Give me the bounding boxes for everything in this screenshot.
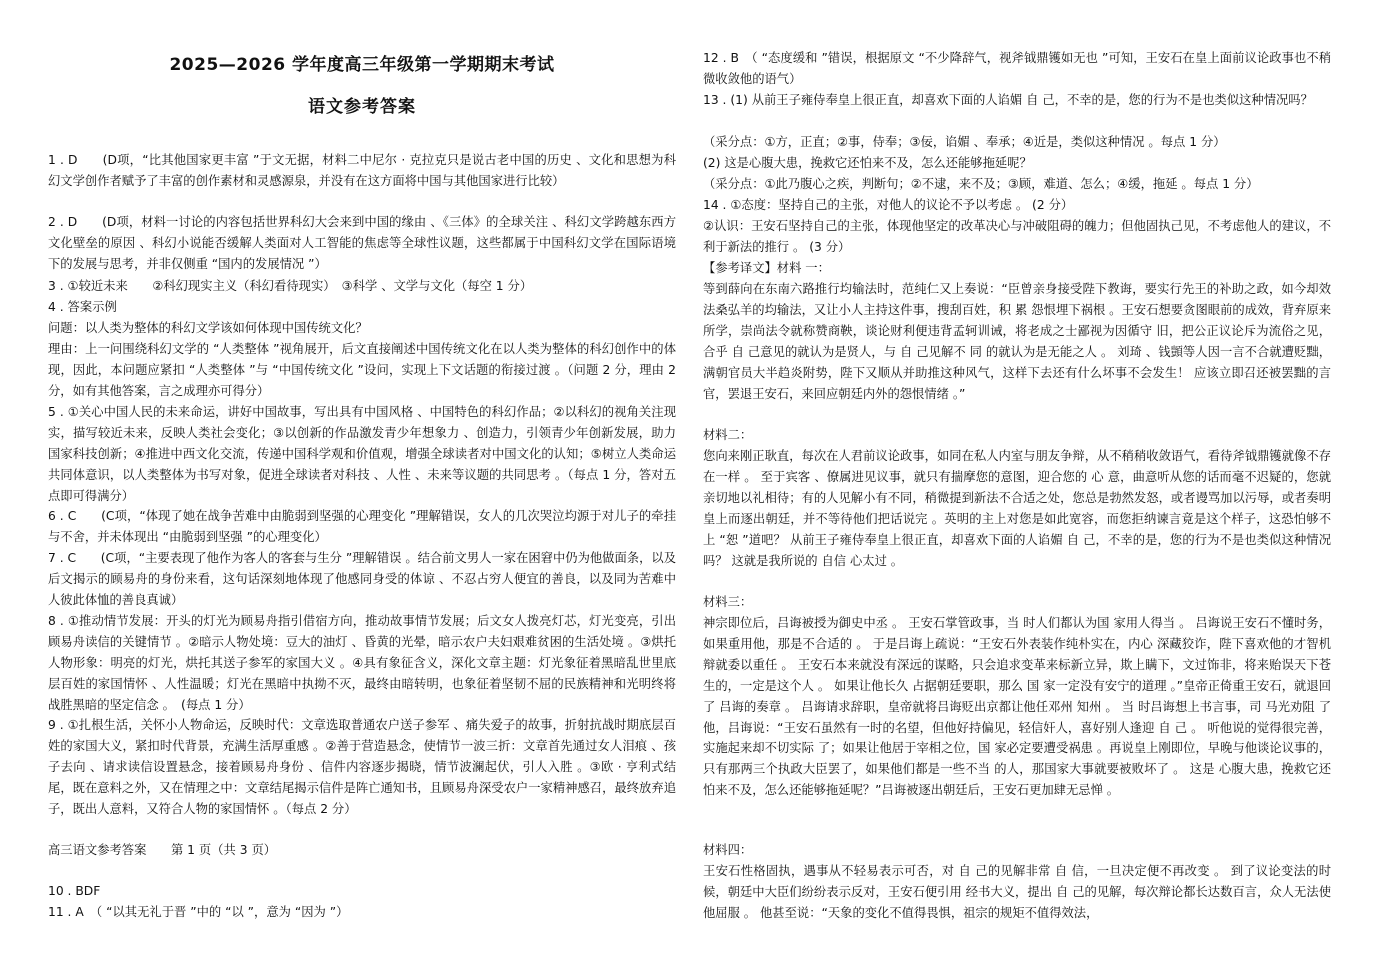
answer-q11: 11 . A （ “以其无礼于晋 ”中的 “以 ”，意为 “因为 ”） <box>48 905 349 919</box>
answer-q1: 1 . D (D项，“比其他国家更丰富 ”于文无据，材料二中尼尔 · 克拉克只是说古老中国的历史 、文化和思想为科幻文学创作者赋予了丰富的创作素材和灵感源泉，并没有在这方面将中国与其他国家进行比较） <box>48 153 676 188</box>
material-4-head: 材料四： <box>703 843 753 857</box>
answer-q13-2: (2) 这是心腹大患，挽救它还怕来不及，怎么还能够拖延呢？ <box>703 156 1032 170</box>
answer-q7: 7 . C (C项，“主要表现了他作为客人的客套与生分 ”理解错误 。结合前文男人一家在困窘中仍为他做面条，以及后文揭示的顾易舟的身份来看，这句话深刻地体现了他感同身受的体谅 、不忍占穷人便宜的善良，以及同为苦难中人彼此体恤的善良真诚） <box>48 551 676 607</box>
answer-q4-reason: 理由：上一问围绕科幻文学的 “人类整体 ”视角展开，后文直接阐述中国传统文化在以人类为整体的科幻创作中的体现，因此，本问题应紧扣 “人类整体 ”与 “中国传统文化 ”设问，实现上下文话题的衔接过渡 。（问题 2 分，理由 2 分，如有其他答案，言之成理亦可得分） <box>48 342 676 398</box>
answer-q13-2-points: （采分点：①此乃腹心之疾，判断句；②不逮，来不及；③顾，难道、怎么；④缓，拖延 。每点 1 分） <box>703 177 1259 191</box>
material-2-text: 您向来刚正耿直，每次在人君前议论政事，如同在私人内室与朋友争辩，从不稍稍收敛语气，看待斧钺鼎镬就像不存在一样 。 至于宾客 、僚属进见议事，就只有揣摩您的意图，迎合您的 心 意，曲意听从您的话而毫不迟疑的，您就亲切地以礼相待；有的人见解小有不同，稍微提到新法不合适之处，您总是勃然发怒，或者谩骂加以污辱，或者奏明皇上而逐出朝廷，并不等待他们把话说完 。英明的主上对您是如此宽容，而您拒纳谏言竟是这个样子，这恐怕够不上 “恕 ”道吧？ 从前王子雍侍奉皇上很正直，却喜欢下面的人谄媚 自 己，不幸的是，您的行为不是也类似这种情况吗？ 这就是我所说的 自信 心太过 。 <box>703 449 1331 568</box>
page-footer: 高三语文参考答案 第 1 页（共 3 页） <box>48 843 277 857</box>
answer-q12: 12 . B （ “态度缓和 ”错误，根据原文 “不少降辞气，视斧钺鼎镬如无也 ”可知，王安石在皇上面前议论政事也不稍微收敛他的语气） <box>703 51 1331 86</box>
material-4-text: 王安石性格固执，遇事从不轻易表示可否，对 自 己的见解非常 自 信，一旦决定便不再改变 。 到了议论变法的时候，朝廷中大臣们纷纷表示反对，王安石便引用 经书大义，提出 自 己的见解，每次辩论都长达数百言，众人无法使他屈服 。 他甚至说：“天象的变化不值得畏惧，祖宗的规矩不值得效法， <box>703 864 1331 920</box>
answer-q14-2: ②认识：王安石坚持自己的主张，体现他坚定的改革决心与冲破阻碍的魄力；但他固执己见，不考虑他人的建议，不利于新法的推行 。 (3 分） <box>703 219 1331 254</box>
answer-q4-head: 4 . 答案示例 <box>48 300 117 314</box>
answer-q3: 3 . ①较近未来 ②科幻现实主义（科幻看待现实） ③科学 、文学与文化（每空 1 分） <box>48 279 533 293</box>
material-3-text: 神宗即位后，吕诲被授为御史中丞 。 王安石掌管政事，当 时人们都认为国 家用人得当 。 吕诲说王安石不懂时务，如果重用他，那是不合适的 。 于是吕诲上疏说：“王安石外表装作纯朴实在，内心 深藏狡诈，陛下喜欢他的才智机辩就委以重任 。 王安石本来就没有深远的谋略，只会追求变革来标新立异，欺上瞒下，文过饰非，将来贻误天下苍生的，一定是这个人 。 如果让他长久 占据朝廷要职，那么 国 家一定没有安宁的道理 。”皇帝正倚重王安石，就退回了 吕诲的奏章 。 吕诲请求辞职，皇帝就将吕诲贬出京都让他任邓州 知州 。 当 时吕诲想上书言事，司 马光劝阻 了 他，吕诲说：“王安石虽然有一时的名望，但他好持偏见，轻信奸人，喜好别人逢迎 自 己 。 听他说的觉得很完善，实施起来却不切实际 了；如果让他居于宰相之位，国 家必定要遭受祸患 。再说皇上刚即位，早晚与他谈论议事的，只有那两三个执政大臣罢了，如果他们都是一些不当 的人，那国家大事就要被败坏了 。 这是 心腹大患，挽救它还怕来不及，怎么还能够拖延呢？”吕诲被逐出朝廷后，王安石更加肆无忌惮 。 <box>703 616 1331 798</box>
answer-title: 语文参考答案 <box>308 97 416 117</box>
answer-q9: 9 . ①扎根生活，关怀小人物命运，反映时代：文章选取普通农户送子参军 、痛失爱子的故事，折射抗战时期底层百姓的家国大义，紧扣时代背景，充满生活厚重感 。②善于营造悬念，使情节一波三折：文章首先通过女人泪痕 、孩子去向 、请求读信设置悬念，接着顾易舟身份 、信件内容逐步揭晓，情节波澜起伏，引人入胜 。③欧 · 亨利式结尾，既在意料之外，又在情理之中：文章结尾揭示信件是阵亡通知书，且顾易舟深受农户一家精神感召，最终放弃追子，既出人意料，又符合人物的家国情怀 。（每点 2 分） <box>48 718 676 816</box>
answer-q4-question: 问题：以人类为整体的科幻文学该如何体现中国传统文化？ <box>48 321 368 335</box>
translation-material-1: 等到薛向在东南六路推行均输法时，范纯仁又上奏说：“臣曾亲身接受陛下教诲，要实行先王的补助之政，如今却效法桑弘羊的均输法，又让小人主持这件事，搜刮百姓，积 累 怨恨埋下祸根 。王安石想要贪图眼前的成效，背弃原来所学，崇尚法令就称赞商鞅，谈论财利便违背孟轲训诫，将老成之士鄙视为因循守 旧，把公正议论斥为流俗之见，合乎 自 己意见的就认为是贤人，与 自 己见解不 同 的就认为是无能之人 。 刘琦 、钱顗等人因一言不合就遭贬黜，满朝官员大半趋炎附势，陛下又顺从并助推这种风气，这样下去还有什么坏事不会发生！ 应该立即召还被罢黜的言官，罢退王安石，来回应朝廷内外的怨恨情绪 。” <box>703 282 1331 401</box>
answer-q2: 2 . D (D项，材料一讨论的内容包括世界科幻大会来到中国的缘由 、《三体》的全球关注 、科幻文学跨越东西方文化壁垒的原因 、科幻小说能否缓解人类面对人工智能的焦虑等全球性议题，这些都属于中国科幻文学在国际语境下的发展与思考，并非仅侧重 “国内的发展情况 ”） <box>48 215 676 271</box>
material-3-head: 材料三： <box>703 595 753 609</box>
exam-title: 2025—2026 学年度高三年级第一学期期末考试 <box>169 55 555 75</box>
answer-q14-1: 14 . ①态度：坚持自己的主张，对他人的议论不予以考虑 。 (2 分） <box>703 198 1074 212</box>
material-2-head: 材料二： <box>703 428 753 442</box>
answer-q8: 8 . ①推动情节发展：开头的灯光为顾易舟指引借宿方向，推动故事情节发展；后文女人拨亮灯芯，灯光变亮，引出顾易舟读信的关键情节 。②暗示人物处境：豆大的油灯 、昏黄的光晕，暗示农户夫妇艰难贫困的生活处境 。③烘托人物形象：明亮的灯光，烘托其送子参军的家国大义 。④具有象征含义，深化文章主题：灯光象征着黑暗乱世里底层百姓的家国情怀 、人性温暖；灯光在黑暗中执拗不灭，最终由暗转明，也象征着坚韧不屈的民族精神和光明终将战胜黑暗的坚定信念 。 (每点 1 分） <box>48 614 676 712</box>
answer-q13-1-points: （采分点：①方，正直；②事，侍奉；③佞，谄媚 、奉承；④近是，类似这种情况 。每点 1 分） <box>703 135 1226 149</box>
answer-q10: 10 . BDF <box>48 884 101 898</box>
answer-q6: 6 . C (C项，“体现了她在战争苦难中由脆弱到坚强的心理变化 ”理解错误，女人的几次哭泣均源于对儿子的牵挂与不舍，并未体现出 “由脆弱到坚强 ”的心理变化） <box>48 509 676 544</box>
translation-head: 【参考译文】材料 一： <box>703 261 830 275</box>
answer-q5: 5 . ①关心中国人民的未来命运，讲好中国故事，写出具有中国风格 、中国特色的科幻作品；②以科幻的视角关注现实，描写较近未来，反映人类社会变化；③以创新的作品激发青少年想象力 、创造力，引领青少年创新发展，助力国家科技创新；④推进中西文化交流，传递中国科学观和价值观，增强全球读者对中国文化的认知；⑤树立人类命运共同体意识，以人类整体为书写对象，促进全球读者对科技 、人性 、未来等议题的共同思考 。（每点 1 分，答对五点即可得满分） <box>48 405 676 503</box>
answer-q13-1: 13 . (1) 从前王子雍侍奉皇上很正直，却喜欢下面的人谄媚 自 己，不幸的是，您的行为不是也类似这种情况吗？ <box>703 93 1313 107</box>
